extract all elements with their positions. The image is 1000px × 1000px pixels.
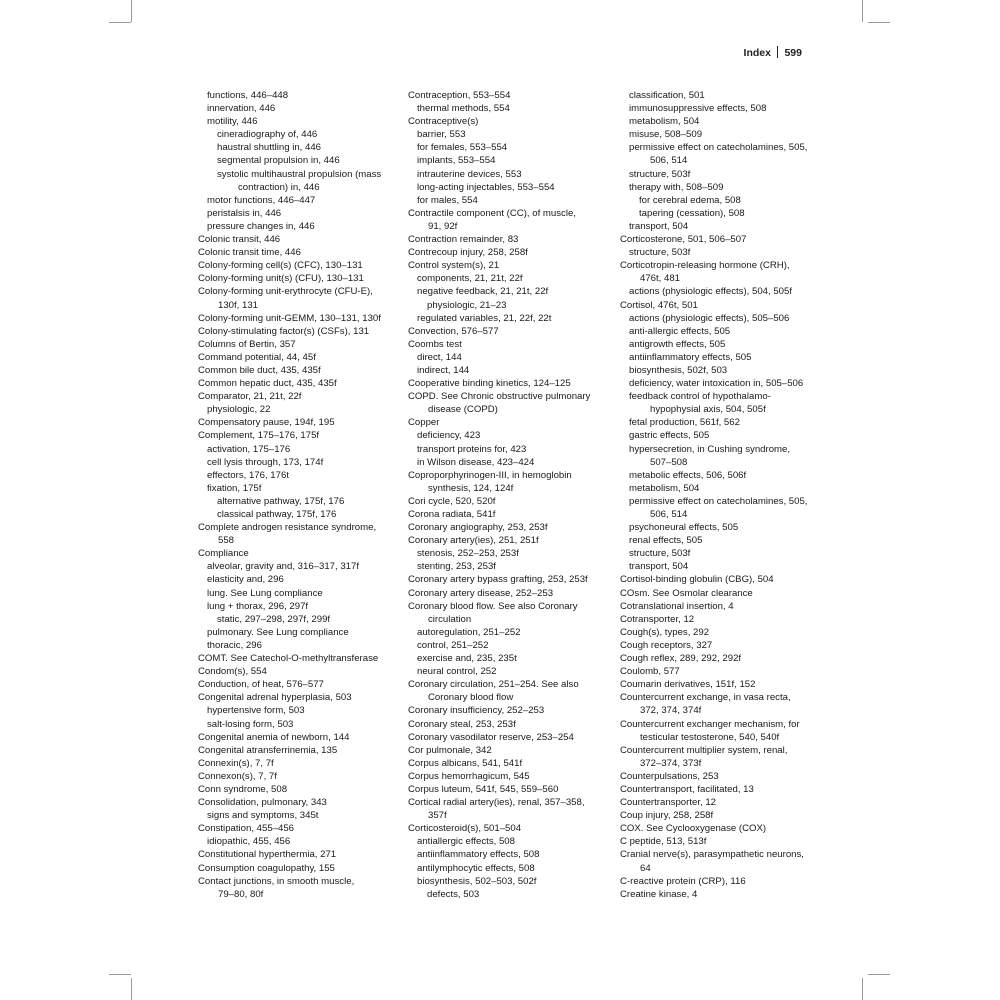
- index-entry: Coronary artery bypass grafting, 253, 253f: [408, 574, 588, 586]
- index-entry: long-acting injectables, 553–554: [417, 181, 555, 193]
- index-entry: negative feedback, 21, 21t, 22f: [417, 286, 549, 298]
- index-entry: Coombs test: [408, 338, 462, 350]
- index-column-3: [620, 89, 810, 901]
- index-entry: Contraction remainder, 83: [408, 234, 519, 246]
- index-entry-continuation: 506, 514: [650, 155, 688, 167]
- index-entry: Coronary steal, 253, 253f: [408, 718, 516, 730]
- index-entry: misuse, 508–509: [629, 129, 703, 141]
- index-entry: Consolidation, pulmonary, 343: [198, 797, 327, 809]
- index-entry-continuation: 507–508: [650, 456, 688, 468]
- index-column-1: [198, 89, 396, 901]
- index-entry: C-reactive protein (CRP), 116: [620, 875, 746, 887]
- index-entry: Contact junctions, in smooth muscle,: [198, 875, 355, 887]
- index-entry: Cori cycle, 520, 520f: [408, 495, 496, 507]
- index-entry: Complement, 175–176, 175f: [198, 430, 320, 442]
- index-entry: Coronary vasodilator reserve, 253–254: [408, 731, 574, 743]
- index-entry: signs and symptoms, 345t: [207, 810, 319, 822]
- index-entry: transport, 504: [629, 220, 689, 232]
- index-entry-continuation: 130f, 131: [218, 299, 259, 311]
- index-entry: motor functions, 446–447: [207, 194, 316, 206]
- index-entry: innervation, 446: [207, 103, 276, 115]
- index-entry: actions (physiologic effects), 504, 505f: [629, 286, 793, 298]
- index-entry: Compensatory pause, 194f, 195: [198, 417, 335, 429]
- index-entry: in Wilson disease, 423–424: [417, 456, 535, 468]
- index-entry: lung + thorax, 296, 297f: [207, 600, 309, 612]
- index-entry: Cooperative binding kinetics, 124–125: [408, 378, 571, 390]
- index-entry: barrier, 553: [417, 129, 466, 141]
- index-entry-continuation: Coronary blood flow: [428, 692, 514, 704]
- index-entry: COMT. See Catechol-O-methyltransferase: [198, 653, 379, 665]
- index-entry: Coproporphyrinogen-III, in hemoglobin: [408, 469, 572, 481]
- index-entry-continuation: 79–80, 80f: [218, 888, 264, 900]
- index-entry: implants, 553–554: [417, 155, 496, 167]
- running-head-section: Index: [743, 47, 771, 59]
- index-entry: immunosuppressive effects, 508: [629, 103, 767, 115]
- index-entry: for cerebral edema, 508: [639, 194, 741, 206]
- index-entry: Corticosterone, 501, 506–507: [620, 234, 747, 246]
- index-entry: deficiency, 423: [417, 430, 481, 442]
- index-entry: COPD. See Chronic obstructive pulmonary: [408, 391, 591, 403]
- index-entry: Colony-forming cell(s) (CFC), 130–131: [198, 260, 363, 272]
- index-entry: Colonic transit time, 446: [198, 247, 301, 259]
- index-entry: indirect, 144: [417, 364, 470, 376]
- index-entry: therapy with, 508–509: [629, 181, 724, 193]
- index-entry: metabolism, 504: [629, 482, 700, 494]
- index-entry: Contraceptive(s): [408, 116, 479, 128]
- index-entry-continuation: disease (COPD): [428, 404, 498, 416]
- index-entry: biosynthesis, 502f, 503: [629, 364, 728, 376]
- index-entry: permissive effect on catecholamines, 505,: [629, 495, 808, 507]
- index-entry: hypersecretion, in Cushing syndrome,: [629, 443, 791, 455]
- crop-mark-left-top: [109, 22, 131, 23]
- index-entry: neural control, 252: [417, 666, 497, 678]
- index-entry: Cough reflex, 289, 292, 292f: [620, 653, 742, 665]
- index-entry: Corticotropin-releasing hormone (CRH),: [620, 260, 790, 272]
- index-entry: Colony-forming unit-erythrocyte (CFU-E),: [198, 286, 373, 298]
- crop-mark-left-bottom: [109, 974, 131, 975]
- index-entry: Countercurrent exchanger mechanism, for: [620, 718, 800, 730]
- index-entry: Contraception, 553–554: [408, 90, 511, 101]
- index-entry: Congenital adrenal hyperplasia, 503: [198, 692, 352, 704]
- index-entry-continuation: 357f: [428, 810, 447, 822]
- index-entry: motility, 446: [207, 116, 258, 128]
- index-entry: Colony-stimulating factor(s) (CSFs), 131: [198, 325, 370, 337]
- index-entry: Corpus luteum, 541f, 545, 559–560: [408, 783, 559, 795]
- index-entry: actions (physiologic effects), 505–506: [629, 312, 790, 324]
- index-entry: hypertensive form, 503: [207, 705, 305, 717]
- index-entry: Colony-forming unit(s) (CFU), 130–131: [198, 273, 364, 285]
- index-entry: alveolar, gravity and, 316–317, 317f: [207, 561, 360, 573]
- index-entry: components, 21, 21t, 22f: [417, 273, 523, 285]
- index-entry: Countertransport, facilitated, 13: [620, 783, 754, 795]
- index-entry: regulated variables, 21, 22f, 22t: [417, 312, 552, 324]
- index-entry: for females, 553–554: [417, 142, 508, 154]
- index-entry-continuation: 372, 374, 374f: [640, 705, 702, 717]
- index-entry-continuation: synthesis, 124, 124f: [428, 482, 514, 494]
- index-entry: tapering (cessation), 508: [639, 207, 745, 219]
- index-entry: Cough receptors, 327: [620, 639, 713, 651]
- index-entry: defects, 503: [427, 888, 480, 900]
- index-entry: Coronary insufficiency, 252–253: [408, 705, 545, 717]
- index-entry: exercise and, 235, 235t: [417, 653, 517, 665]
- index-entry-continuation: 64: [640, 862, 651, 874]
- index-entry: Countercurrent exchange, in vasa recta,: [620, 692, 791, 704]
- index-entry: Colonic transit, 446: [198, 234, 281, 246]
- index-entry-continuation: hypophysial axis, 504, 505f: [650, 404, 766, 416]
- index-entry: antigrowth effects, 505: [629, 338, 726, 350]
- index-entry: Countercurrent multiplier system, renal,: [620, 744, 788, 756]
- running-head: [600, 46, 802, 59]
- crop-mark-top-right: [862, 0, 863, 22]
- running-head-divider: [777, 46, 779, 58]
- index-entry: Coronary artery disease, 252–253: [408, 587, 554, 599]
- index-entry: COsm. See Osmolar clearance: [620, 587, 753, 599]
- index-entry-continuation: testicular testosterone, 540, 540f: [640, 731, 780, 743]
- index-entry: Corpus hemorrhagicum, 545: [408, 770, 530, 782]
- index-entry: lung. See Lung compliance: [207, 587, 323, 599]
- crop-mark-bottom-left: [131, 978, 132, 1000]
- crop-mark-right-top: [868, 22, 890, 23]
- index-entry: Cortical radial artery(ies), renal, 357–358,: [408, 797, 585, 809]
- index-entry: Condom(s), 554: [198, 666, 267, 678]
- index-entry: Conduction, of heat, 576–577: [198, 679, 324, 691]
- index-entry: Congenital anemia of newborn, 144: [198, 731, 350, 743]
- index-entry: Cotransporter, 12: [620, 613, 695, 625]
- index-entry: Contractile component (CC), of muscle,: [408, 207, 576, 219]
- index-entry: pulmonary. See Lung compliance: [207, 626, 349, 638]
- index-entry: peristalsis in, 446: [207, 207, 282, 219]
- index-entry: antiallergic effects, 508: [417, 836, 515, 848]
- index-entry: cell lysis through, 173, 174f: [207, 456, 324, 468]
- index-entry: classification, 501: [629, 90, 705, 101]
- index-entry: Coronary blood flow. See also Coronary: [408, 600, 578, 612]
- index-entry: fetal production, 561f, 562: [629, 417, 740, 429]
- index-entry: Columns of Bertin, 357: [198, 338, 296, 350]
- index-entry: classical pathway, 175f, 176: [217, 509, 337, 520]
- index-entry: stenosis, 252–253, 253f: [417, 548, 519, 560]
- index-entry: activation, 175–176: [207, 443, 291, 455]
- index-entry: Common hepatic duct, 435, 435f: [198, 378, 337, 390]
- index-entry: functions, 446–448: [207, 90, 289, 101]
- index-entry: Connexin(s), 7, 7f: [198, 757, 274, 769]
- index-entry: autoregulation, 251–252: [417, 626, 521, 638]
- index-entry: antiinflammatory effects, 508: [417, 849, 540, 861]
- index-entry: biosynthesis, 502–503, 502f: [417, 875, 537, 887]
- index-entry-continuation: contraction) in, 446: [238, 181, 320, 193]
- index-entry: Constitutional hyperthermia, 271: [198, 849, 337, 861]
- index-entry: control, 251–252: [417, 639, 489, 651]
- index-entry: thoracic, 296: [207, 639, 262, 651]
- index-entry: transport, 504: [629, 561, 689, 573]
- index-entry-continuation: circulation: [428, 613, 472, 625]
- page-number: 599: [784, 47, 802, 59]
- index-entry: feedback control of hypothalamo-: [629, 391, 771, 403]
- index-entry: Constipation, 455–456: [198, 823, 295, 835]
- index-entry: haustral shuttling in, 446: [217, 142, 321, 154]
- index-entry: structure, 503f: [629, 548, 691, 560]
- index-entry: Congenital atransferrinemia, 135: [198, 744, 338, 756]
- index-entry: Coronary angiography, 253, 253f: [408, 522, 548, 534]
- index-entry: Coup injury, 258, 258f: [620, 810, 714, 822]
- index-entry: metabolism, 504: [629, 116, 700, 128]
- index-entry: Contrecoup injury, 258, 258f: [408, 247, 528, 259]
- index-entry: elasticity and, 296: [207, 574, 284, 586]
- index-entry: deficiency, water intoxication in, 505–506: [629, 378, 804, 390]
- index-entry: Cor pulmonale, 342: [408, 744, 492, 756]
- index-entry: renal effects, 505: [629, 535, 703, 547]
- index-entry: Connexon(s), 7, 7f: [198, 770, 277, 782]
- index-entry-continuation: 558: [218, 535, 235, 547]
- index-entry: Copper: [408, 417, 440, 429]
- index-entry-continuation: 91, 92f: [428, 220, 458, 232]
- index-entry: permissive effect on catecholamines, 505,: [629, 142, 808, 154]
- index-entry: Countertransporter, 12: [620, 797, 716, 809]
- index-entry: Control system(s), 21: [408, 260, 500, 272]
- index-entry: salt-losing form, 503: [207, 718, 294, 730]
- index-entry: physiologic, 22: [207, 404, 271, 416]
- index-entry: cineradiography of, 446: [217, 129, 318, 141]
- crop-mark-right-bottom: [868, 974, 890, 975]
- index-entry: fixation, 175f: [207, 482, 262, 494]
- index-entry: Coronary artery(ies), 251, 251f: [408, 535, 539, 547]
- index-entry: Comparator, 21, 21t, 22f: [198, 391, 302, 403]
- index-entry: Colony-forming unit-GEMM, 130–131, 130f: [198, 312, 381, 324]
- index-entry: Cotranslational insertion, 4: [620, 600, 734, 612]
- crop-mark-bottom-right: [862, 978, 863, 1000]
- index-entry: static, 297–298, 297f, 299f: [217, 613, 331, 625]
- index-entry: for males, 554: [417, 194, 478, 206]
- index-entry: metabolic effects, 506, 506f: [629, 469, 747, 481]
- crop-mark-top-left: [131, 0, 132, 22]
- index-entry: idiopathic, 455, 456: [207, 836, 291, 848]
- index-entry: Consumption coagulopathy, 155: [198, 862, 335, 874]
- index-entry-continuation: 372–374, 373f: [640, 757, 702, 769]
- index-entry: transport proteins for, 423: [417, 443, 527, 455]
- index-entry-continuation: 506, 514: [650, 509, 688, 520]
- index-entry: thermal methods, 554: [417, 103, 510, 115]
- index-entry: segmental propulsion in, 446: [217, 155, 340, 167]
- index-entry: Command potential, 44, 45f: [198, 351, 316, 363]
- index-entry: gastric effects, 505: [629, 430, 710, 442]
- index-entry: structure, 503f: [629, 247, 691, 259]
- index-entry: Common bile duct, 435, 435f: [198, 364, 321, 376]
- index-entry: Corticosteroid(s), 501–504: [408, 823, 522, 835]
- index-entry: Compliance: [198, 548, 249, 560]
- index-entry: systolic multihaustral propulsion (mass: [217, 168, 382, 180]
- index-entry: Creatine kinase, 4: [620, 888, 698, 900]
- index-entry: antilymphocytic effects, 508: [417, 862, 535, 874]
- index-entry: physiologic, 21–23: [427, 299, 507, 311]
- index-entry: Corona radiata, 541f: [408, 509, 496, 520]
- index-entry: Cortisol-binding globulin (CBG), 504: [620, 574, 774, 586]
- index-entry: effectors, 176, 176t: [207, 469, 289, 481]
- index-entry: Convection, 576–577: [408, 325, 499, 337]
- index-entry: direct, 144: [417, 351, 462, 363]
- index-entry-continuation: 476t, 481: [640, 273, 681, 285]
- index-entry: antiinflammatory effects, 505: [629, 351, 752, 363]
- index-entry: Conn syndrome, 508: [198, 783, 288, 795]
- index-entry: C peptide, 513, 513f: [620, 836, 707, 848]
- index-column-2: [408, 89, 608, 901]
- index-entry: intrauterine devices, 553: [417, 168, 522, 180]
- index-entry: psychoneural effects, 505: [629, 522, 739, 534]
- index-entry: alternative pathway, 175f, 176: [217, 495, 345, 507]
- index-entry: Coumarin derivatives, 151f, 152: [620, 679, 756, 691]
- index-entry: Cortisol, 476t, 501: [620, 299, 698, 311]
- index-entry: structure, 503f: [629, 168, 691, 180]
- index-entry: Cough(s), types, 292: [620, 626, 710, 638]
- index-entry: stenting, 253, 253f: [417, 561, 496, 573]
- index-entry: Counterpulsations, 253: [620, 770, 719, 782]
- index-entry: pressure changes in, 446: [207, 220, 315, 232]
- index-entry: Complete androgen resistance syndrome,: [198, 522, 377, 534]
- index-entry: Coronary circulation, 251–254. See also: [408, 679, 579, 691]
- index-entry: anti-allergic effects, 505: [629, 325, 731, 337]
- index-entry: Corpus albicans, 541, 541f: [408, 757, 523, 769]
- index-entry: COX. See Cyclooxygenase (COX): [620, 823, 767, 835]
- index-entry: Coulomb, 577: [620, 666, 680, 678]
- index-entry: Cranial nerve(s), parasympathetic neurons,: [620, 849, 804, 861]
